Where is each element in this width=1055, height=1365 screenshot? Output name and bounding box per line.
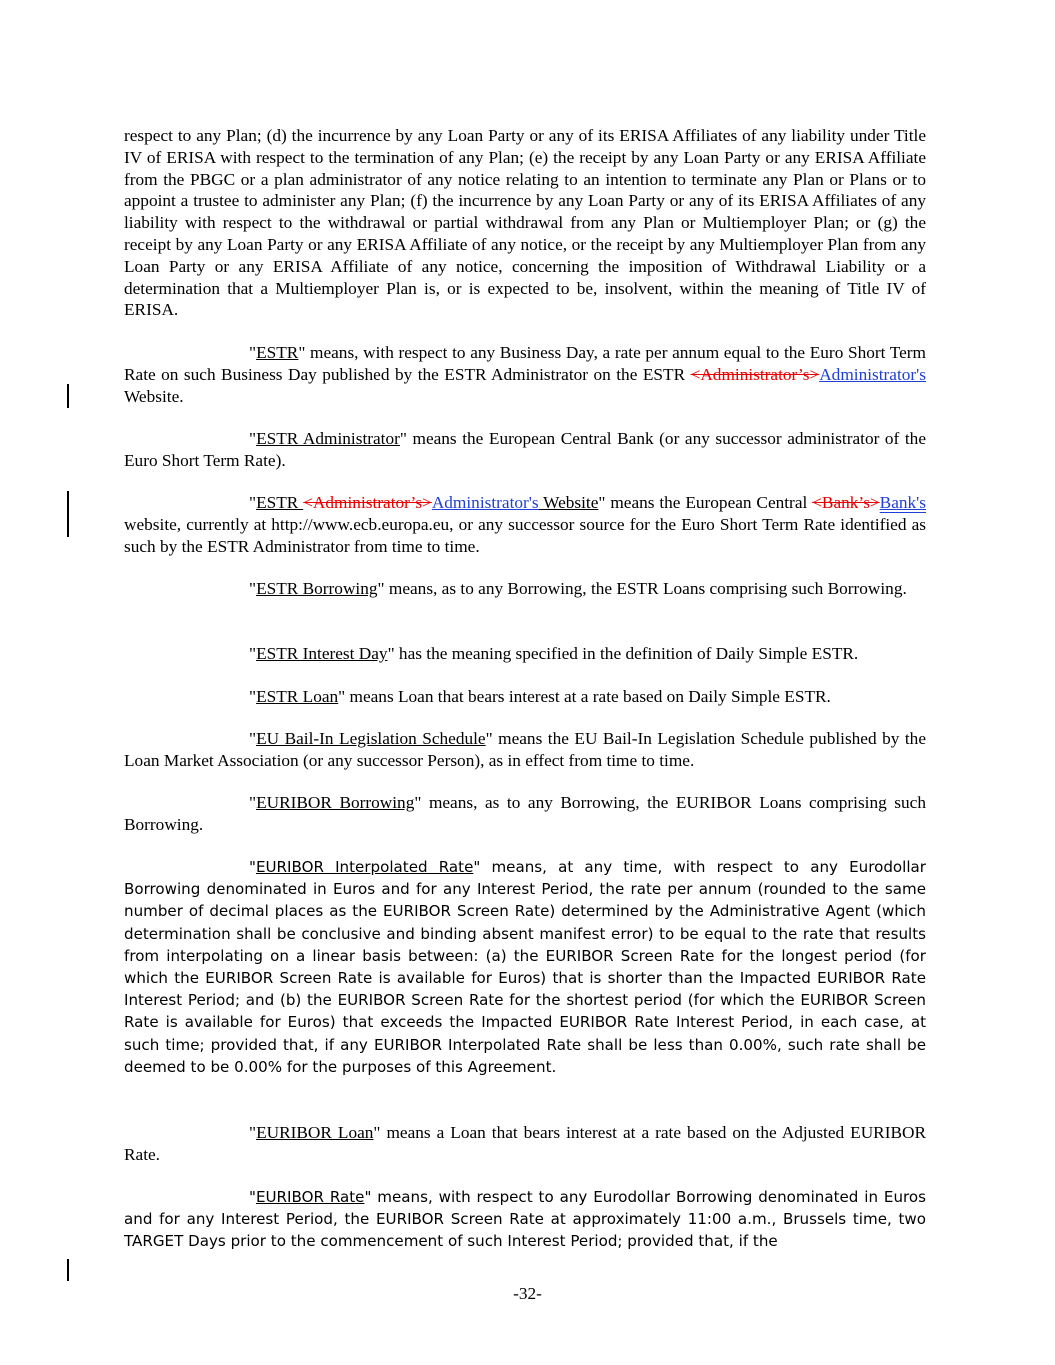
defined-term: EURIBOR Loan [256,1123,374,1142]
definition-estr-interest-day: "ESTR Interest Day" has the meaning specified in the definition of Daily Simple ESTR. [249,644,859,663]
defined-term: ESTR Interest Day [256,644,388,663]
inserted-text: Administrator's [431,493,539,512]
change-bar [67,384,69,408]
defined-term: Website [538,493,599,512]
definition-euribor-interpolated-rate: "EURIBOR Interpolated Rate" means, at any time, with respect to any Eurodollar Borrowing denominated in Euros and for any Interest Period, the rate per annum (rounded to the same number of decimal places as the EURIBOR Screen Rate) determined by the Administrative Agent (which determination shall be conclusive and binding absent manifest error) to be equal to the rate that results from interpolating on a linear basis between: (a) the EURIBOR Screen Rate for the longest period (for which the EURIBOR Screen Rate is available for Euros) that is shorter than the Impacted EURIBOR Rate Interest Period; and (b) the EURIBOR Screen Rate for the shortest period (for which the EURIBOR Screen Rate is available for Euros) that exceeds the Impacted EURIBOR Rate Interest Period, in each case, at such time; provided that, if any EURIBOR Interpolated Rate shall be less than 0.00%, such rate shall be deemed to be 0.00% for the purposes of this Agreement. [124,858,926,1076]
deleted-text: <Bank’s> [812,493,880,512]
defined-term: EURIBOR Interpolated Rate [255,858,474,876]
defined-term: ESTR [256,493,304,512]
inserted-text: Administrator's [819,364,926,384]
definition-estr: "ESTR" means, with respect to any Business Day, a rate per annum equal to the Euro Short Term Rate on such Business Day published by the ESTR Administrator on the ESTR <Administrator’s>Administrator's Website. [124,343,926,406]
deleted-text: <Administrator’s> [303,493,432,512]
paragraph-intro: respect to any Plan; (d) the incurrence by any Loan Party or any of its ERISA Affiliates of any liability under Title IV of ERISA with respect to the termination of any Plan; (e) the receipt by any Loan Party or any ERISA Affiliate from the PBGC or a plan administrator of any notice relating to an intention to terminate any Plan or Plans or to appoint a trustee to administer any Plan; (f) the incurrence by any Loan Party or any of its ERISA Affiliates of any liability with respect to the withdrawal or partial withdrawal from any Plan or Multiemployer Plan; or (g) the receipt by any Loan Party or any ERISA Affiliate of any notice, or the receipt by any Multiemployer Plan from any Loan Party or any ERISA Affiliate of any notice, concerning the imposition of Withdrawal Liability or a determination that a Multiemployer Plan is, or is expected to be, insolvent, within the meaning of Title IV of ERISA. [124,126,926,320]
defined-term: ESTR Administrator [256,429,400,448]
defined-term: EURIBOR Rate [255,1188,365,1206]
definition-estr-website: "ESTR <Administrator’s>Administrator's Website" means the European Central <Bank’s>Bank's website, currently at http://www.ecb.europa.eu, or any successor source for the Euro Short Term Rate identified as such by the ESTR Administrator from time to time. [124,493,926,556]
definition-estr-loan: "ESTR Loan" means Loan that bears interest at a rate based on Daily Simple ESTR. [249,687,831,706]
defined-term: ESTR Loan [256,687,339,706]
definition-euribor-borrowing: "EURIBOR Borrowing" means, as to any Borrowing, the EURIBOR Loans comprising such Borrowing. [124,793,926,834]
defined-term: EURIBOR Borrowing [256,793,415,812]
defined-term: ESTR Borrowing [256,579,378,598]
inserted-text: Bank's [879,493,926,512]
deleted-text: <Administrator’s> [690,364,820,384]
change-bar [67,1259,69,1281]
definition-euribor-loan: "EURIBOR Loan" means a Loan that bears interest at a rate based on the Adjusted EURIBOR Rate. [124,1123,926,1164]
definition-estr-administrator: "ESTR Administrator" means the European Central Bank (or any successor administrator of the Euro Short Term Rate). [124,429,926,470]
defined-term: EU Bail-In Legislation Schedule [256,729,486,748]
page-number: -32- [513,1284,542,1303]
definition-eu-bail-in: "EU Bail-In Legislation Schedule" means the EU Bail-In Legislation Schedule published by the Loan Market Association (or any successor Person), as in effect from time to time. [124,729,926,770]
change-bar [67,491,69,537]
definition-euribor-rate: "EURIBOR Rate" means, with respect to any Eurodollar Borrowing denominated in Euros and for any Interest Period, the EURIBOR Screen Rate at approximately 11:00 a.m., Brussels time, two TARGET Days prior to the commencement of such Interest Period; provided that, if the [124,1188,926,1251]
definition-estr-borrowing: "ESTR Borrowing" means, as to any Borrowing, the ESTR Loans comprising such Borrowing. [249,579,907,598]
defined-term: ESTR [256,343,299,362]
